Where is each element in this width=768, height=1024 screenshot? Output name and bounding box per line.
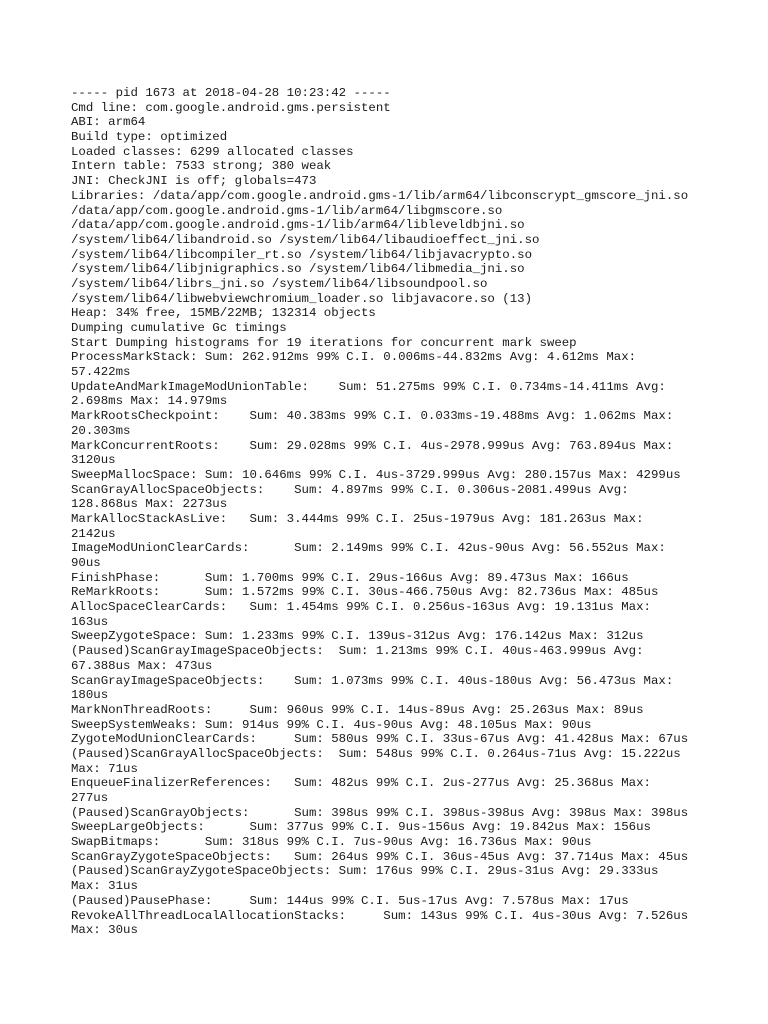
log-line: 2.698ms Max: 14.979ms [71,394,228,409]
log-line: ABI: arm64 [71,115,146,130]
log-line: SweepZygoteSpace: Sum: 1.233ms 99% C.I. 139us-312us Avg: 176.142us Max: 312us [71,629,644,644]
log-line: Libraries: /data/app/com.google.android.gms-1/lib/arm64/libconscrypt_gmscore_jni.so [71,188,689,203]
log-line: Max: 71us [71,761,138,776]
log-line: /data/app/com.google.android.gms-1/lib/arm64/libgmscore.so [71,203,503,218]
log-line: ScanGrayAllocSpaceObjects: Sum: 4.897ms 99% C.I. 0.306us-2081.499us Avg: [71,482,629,497]
log-line: (Paused)PausePhase: Sum: 144us 99% C.I. 5us-17us Avg: 7.578us Max: 17us [71,893,629,908]
log-line: 2142us [71,526,116,541]
log-line: FinishPhase: Sum: 1.700ms 99% C.I. 29us-166us Avg: 89.473us Max: 166us [71,570,629,585]
log-line: Intern table: 7533 strong; 380 weak [71,159,332,174]
log-line: 180us [71,688,109,703]
log-line: MarkRootsCheckpoint: Sum: 40.383ms 99% C.I. 0.033ms-19.488ms Avg: 1.062ms Max: [71,409,674,424]
log-line: RevokeAllThreadLocalAllocationStacks: Sum: 143us 99% C.I. 4us-30us Avg: 7.526us [71,908,689,923]
log-line: /system/lib64/libcompiler_rt.so /system/lib64/libjavacrypto.so [71,247,533,262]
log-line: SwapBitmaps: Sum: 318us 99% C.I. 7us-90us Avg: 16.736us Max: 90us [71,835,592,850]
log-line: Max: 31us [71,879,138,894]
log-line: 57.422ms [71,365,131,380]
log-line: /system/lib64/librs_jni.so /system/lib64/libsoundpool.so [71,276,488,291]
log-line: ProcessMarkStack: Sum: 262.912ms 99% C.I. 0.006ms-44.832ms Avg: 4.612ms Max: [71,350,637,365]
log-text-block [71,86,711,938]
log-line: (Paused)ScanGrayImageSpaceObjects: Sum: 1.213ms 99% C.I. 40us-463.999us Avg: [71,644,644,659]
log-line: Dumping cumulative Gc timings [71,321,287,335]
log-line: ----- pid 1673 at 2018-04-28 10:23:42 ----- [71,86,391,100]
log-line: (Paused)ScanGrayZygoteSpaceObjects: Sum: 176us 99% C.I. 29us-31us Avg: 29.333us [71,864,659,879]
log-line: Start Dumping histograms for 19 iterations for concurrent mark sweep [71,335,577,350]
log-line: UpdateAndMarkImageModUnionTable: Sum: 51.275ms 99% C.I. 0.734ms-14.411ms Avg: [71,379,666,394]
log-line: Cmd line: com.google.android.gms.persistent [71,100,391,115]
log-line: MarkAllocStackAsLive: Sum: 3.444ms 99% C.I. 25us-1979us Avg: 181.263us Max: [71,511,644,526]
log-line: ReMarkRoots: Sum: 1.572ms 99% C.I. 30us-466.750us Avg: 82.736us Max: 485us [71,585,659,600]
log-line: 67.388us Max: 473us [71,658,213,673]
log-line: Heap: 34% free, 15MB/22MB; 132314 objects [71,306,376,321]
log-line: Loaded classes: 6299 allocated classes [71,144,354,159]
log-line: 3120us [71,453,116,468]
log-line: 128.868us Max: 2273us [71,497,228,512]
log-line: 277us [71,791,109,805]
log-line: ZygoteModUnionClearCards: Sum: 580us 99% C.I. 33us-67us Avg: 41.428us Max: 67us [71,732,689,747]
log-line: (Paused)ScanGrayObjects: Sum: 398us 99% C.I. 398us-398us Avg: 398us Max: 398us [71,805,689,820]
log-line: SweepMallocSpace: Sum: 10.646ms 99% C.I. 4us-3729.999us Avg: 280.157us Max: 4299us [71,467,681,482]
log-line: MarkConcurrentRoots: Sum: 29.028ms 99% C.I. 4us-2978.999us Avg: 763.894us Max: [71,438,674,453]
log-line: ScanGrayZygoteSpaceObjects: Sum: 264us 99% C.I. 36us-45us Avg: 37.714us Max: 45us [71,849,689,864]
log-line: (Paused)ScanGrayAllocSpaceObjects: Sum: 548us 99% C.I. 0.264us-71us Avg: 15.222us [71,746,681,761]
log-line: /system/lib64/libandroid.so /system/lib64/libaudioeffect_jni.so [71,232,540,247]
log-line: SweepLargeObjects: Sum: 377us 99% C.I. 9us-156us Avg: 19.842us Max: 156us [71,820,651,835]
log-line: AllocSpaceClearCards: Sum: 1.454ms 99% C.I. 0.256us-163us Avg: 19.131us Max: [71,600,651,615]
log-line: 90us [71,556,101,570]
log-line: Max: 30us [71,923,138,938]
log-line: 20.303ms [71,423,131,438]
log-line: MarkNonThreadRoots: Sum: 960us 99% C.I. 14us-89us Avg: 25.263us Max: 89us [71,702,644,717]
log-line: EnqueueFinalizerReferences: Sum: 482us 99% C.I. 2us-277us Avg: 25.368us Max: [71,776,651,791]
log-line: /data/app/com.google.android.gms-1/lib/arm64/libleveldbjni.so [71,218,525,233]
log-line: ScanGrayImageSpaceObjects: Sum: 1.073ms 99% C.I. 40us-180us Avg: 56.473us Max: [71,673,674,688]
log-line: SweepSystemWeaks: Sum: 914us 99% C.I. 4us-90us Avg: 48.105us Max: 90us [71,717,592,732]
log-line: ImageModUnionClearCards: Sum: 2.149ms 99% C.I. 42us-90us Avg: 56.552us Max: [71,541,666,556]
log-line: 163us [71,614,109,629]
log-line: /system/lib64/libwebviewchromium_loader.so libjavacore.so (13) [71,291,533,306]
log-line: JNI: CheckJNI is off; globals=473 [71,174,317,189]
log-line: Build type: optimized [71,130,228,145]
log-line: /system/lib64/libjnigraphics.so /system/lib64/libmedia_jni.so [71,262,525,277]
